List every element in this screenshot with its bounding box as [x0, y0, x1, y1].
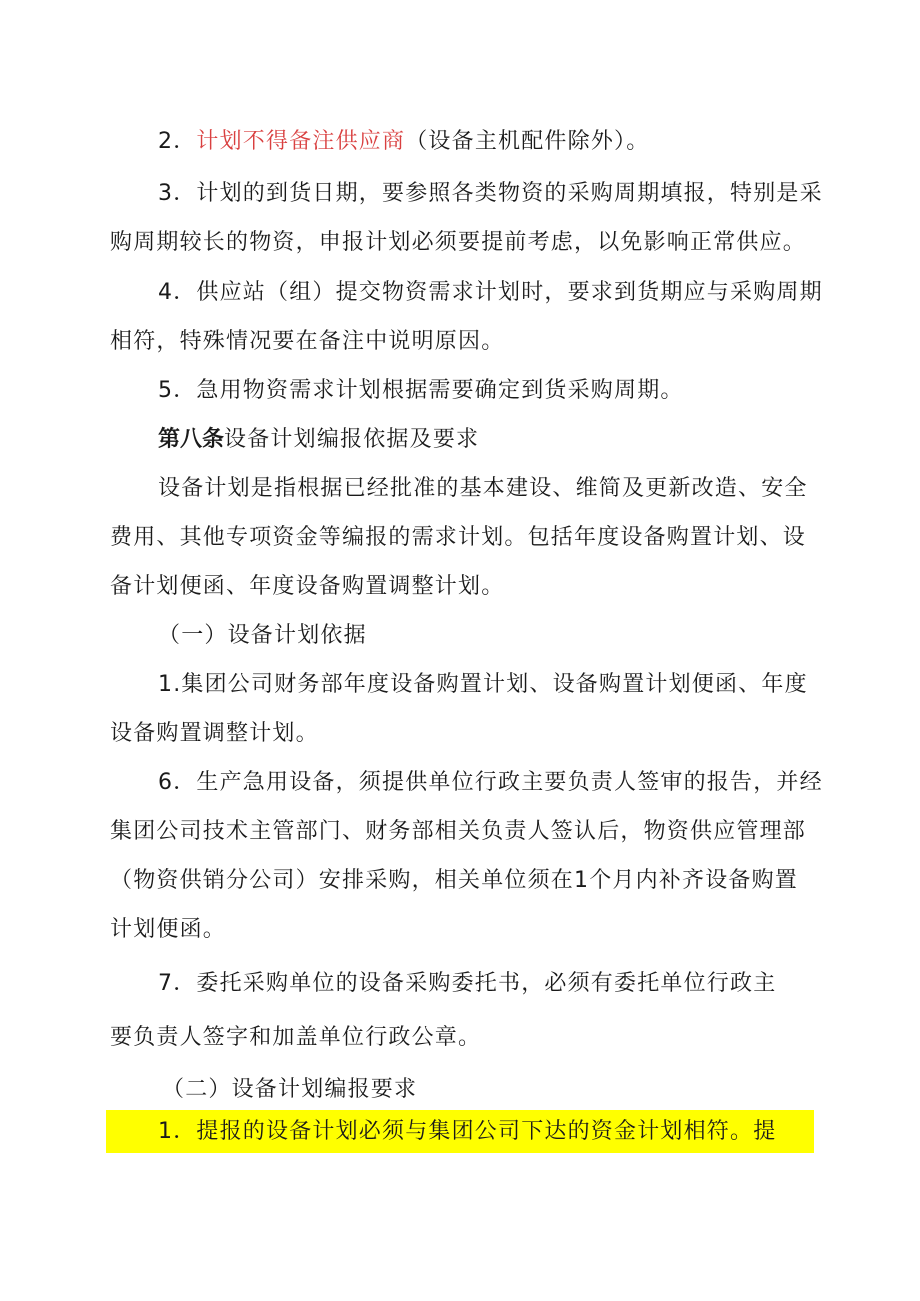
item-6-line-4: 计划便函。: [110, 917, 227, 942]
basis-1-line-1: 1.集团公司财务部年度设备购置计划、设备购置计划便函、年度: [158, 672, 808, 697]
article-8-title: 设备计划编报依据及要求: [224, 427, 480, 452]
requirement-1: 1．提报的设备计划必须与集团公司下达的资金计划相符。提: [158, 1119, 777, 1144]
article-8-heading: [158, 425, 479, 455]
item-6-line-2: 集团公司技术主管部门、财务部相关负责人签认后，物资供应管理部: [110, 819, 807, 844]
item-6-line-3: （物资供销分公司）安排采购，相关单位须在1个月内补齐设备购置: [110, 868, 798, 893]
item-3-line-1: 3．计划的到货日期，要参照各类物资的采购周期填报，特别是采: [158, 181, 823, 206]
item-5: 5．急用物资需求计划根据需要确定到货采购周期。: [158, 378, 684, 403]
item-2: [158, 127, 649, 157]
item-4-line-2: 相符，特殊情况要在备注中说明原因。: [110, 329, 505, 354]
item-2-red-text: 计划不得备注供应商: [196, 129, 406, 154]
basis-1-line-2: 设备购置调整计划。: [110, 721, 319, 746]
item-2-rest: （设备主机配件除外）。: [405, 129, 650, 154]
section-2-title: （二）设备计划编报要求: [162, 1077, 418, 1102]
item-4-line-1: 4．供应站（组）提交物资需求计划时，要求到货期应与采购周期: [158, 280, 823, 305]
item-3-line-2: 购周期较长的物资，申报计划必须要提前考虑，以免影响正常供应。: [110, 230, 807, 255]
item-2-number: 2．: [158, 129, 197, 154]
section-1-title: （一）设备计划依据: [158, 623, 367, 648]
desc-line-1: 设备计划是指根据已经批准的基本建设、维简及更新改造、安全: [158, 476, 808, 501]
item-7-line-1: 7．委托采购单位的设备采购委托书，必须有委托单位行政主: [158, 971, 777, 996]
item-7-line-2: 要负责人签字和加盖单位行政公章。: [110, 1025, 482, 1050]
item-6-line-1: 6．生产急用设备，须提供单位行政主要负责人签审的报告，并经: [158, 770, 823, 795]
desc-line-2: 费用、其他专项资金等编报的需求计划。包括年度设备购置计划、设: [110, 525, 807, 550]
desc-line-3: 备计划便函、年度设备购置调整计划。: [110, 574, 505, 599]
article-8-label: 第八条: [158, 427, 225, 452]
